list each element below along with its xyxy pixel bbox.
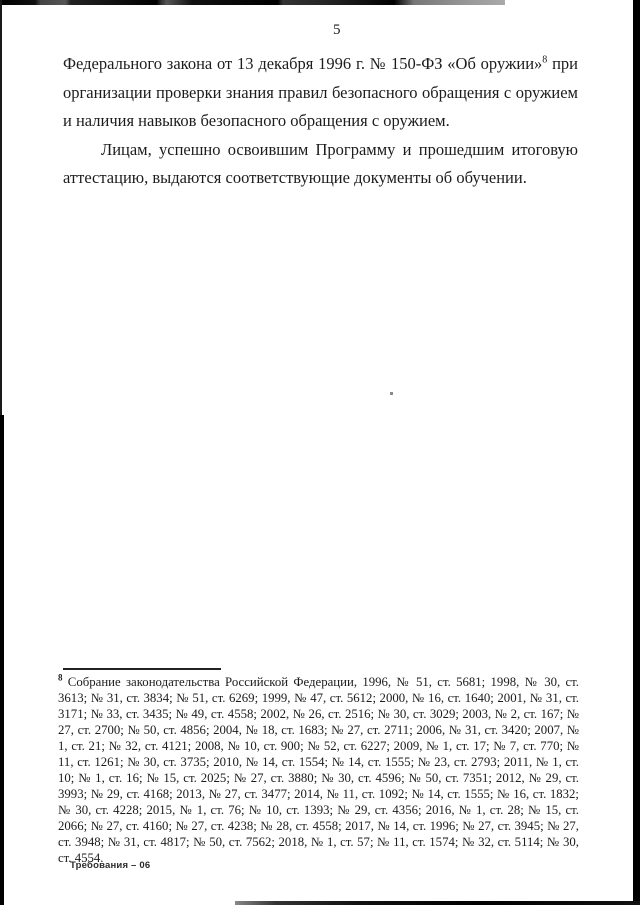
scan-artifact-left-edge-thick [0, 415, 4, 905]
scan-artifact-top-edge [0, 0, 505, 5]
scan-speck [390, 392, 393, 395]
footnote-body: Собрание законодательства Российской Федерации, 1996, № 51, ст. 5681; 1998, № 30, ст. 3613; № 31, ст. 3834; № 51, ст. 6269; 1999, № 47, ст. 5612; 2000, № 16, ст. 1640; 2001, № 31, ст. 3171; № 33, ст. 3435; № 49, ст. 4558; 2002, № 26, ст. 2516; № 30, ст. 3029; 2003, № 2, ст. 167; № 27, ст. 2700; № 50, ст. 4856; 2004, № 18, ст. 1683; № 27, ст. 2711; 2006, № 31, ст. 3420; 2007, № 1, ст. 21; № 32, ст. 4121; 2008, № 10, ст. 900; № 52, ст. 6227; 2009, № 1, ст. 17; № 7, ст. 770; № 11, ст. 1261; № 30, ст. 3735; 2010, № 14, ст. 1554; № 14, ст. 1555; № 23, ст. 2793; 2011, № 1, ст. 10; № 1, ст. 16; № 15, ст. 2025; № 27, ст. 3880; № 30, ст. 4596; № 50, ст. 7351; 2012, № 29, ст. 3993; № 29, ст. 4168; 2013, № 27, ст. 3477; 2014, № 11, ст. 1092; № 14, ст. 1555; № 16, ст. 1832; № 30, ст. 4228; 2015, № 1, ст. 76; № 10, ст. 1393; № 29, ст. 4356; 2016, № 1, ст. 28; № 15, ст. 2066; № 27, ст. 4160; № 27, ст. 4238; № 28, ст. 4558; 2017, № 14, ст. 1996; № 27, ст. 3945; № 27, ст. 3948; № 31, ст. 4817; № 50, ст. 7562; 2018, № 1, ст. 57; № 11, ст. 1574; № 32, ст. 5114; № 30, ст. 4554. [58, 675, 579, 865]
footnote-text [58, 674, 579, 866]
footnote-reference: 8 [542, 54, 548, 66]
footnote-area [58, 668, 579, 866]
paragraph-certificates: Лицам, успешно освоившим Программу и прошедшим итоговую аттестацию, выдаются соответствующие документы об обучении. [63, 139, 578, 187]
paragraph-text: при организации проверки знания правил безопасного обращения с оружием и наличия навыков безопасного обращения с оружием. [63, 54, 578, 130]
footnote-marker: 8 [58, 672, 63, 683]
paragraph-law-reference [63, 50, 578, 136]
page-number: 5 [333, 22, 341, 38]
footnote-separator-line [63, 668, 221, 670]
body-text [63, 50, 578, 193]
document-code-footer: Требования – 06 [70, 860, 151, 871]
scan-artifact-bottom-edge [235, 901, 640, 905]
paragraph-text: Федерального закона от 13 декабря 1996 г. № 150-ФЗ «Об оружии» [63, 54, 543, 73]
scan-artifact-right-edge [633, 0, 640, 905]
